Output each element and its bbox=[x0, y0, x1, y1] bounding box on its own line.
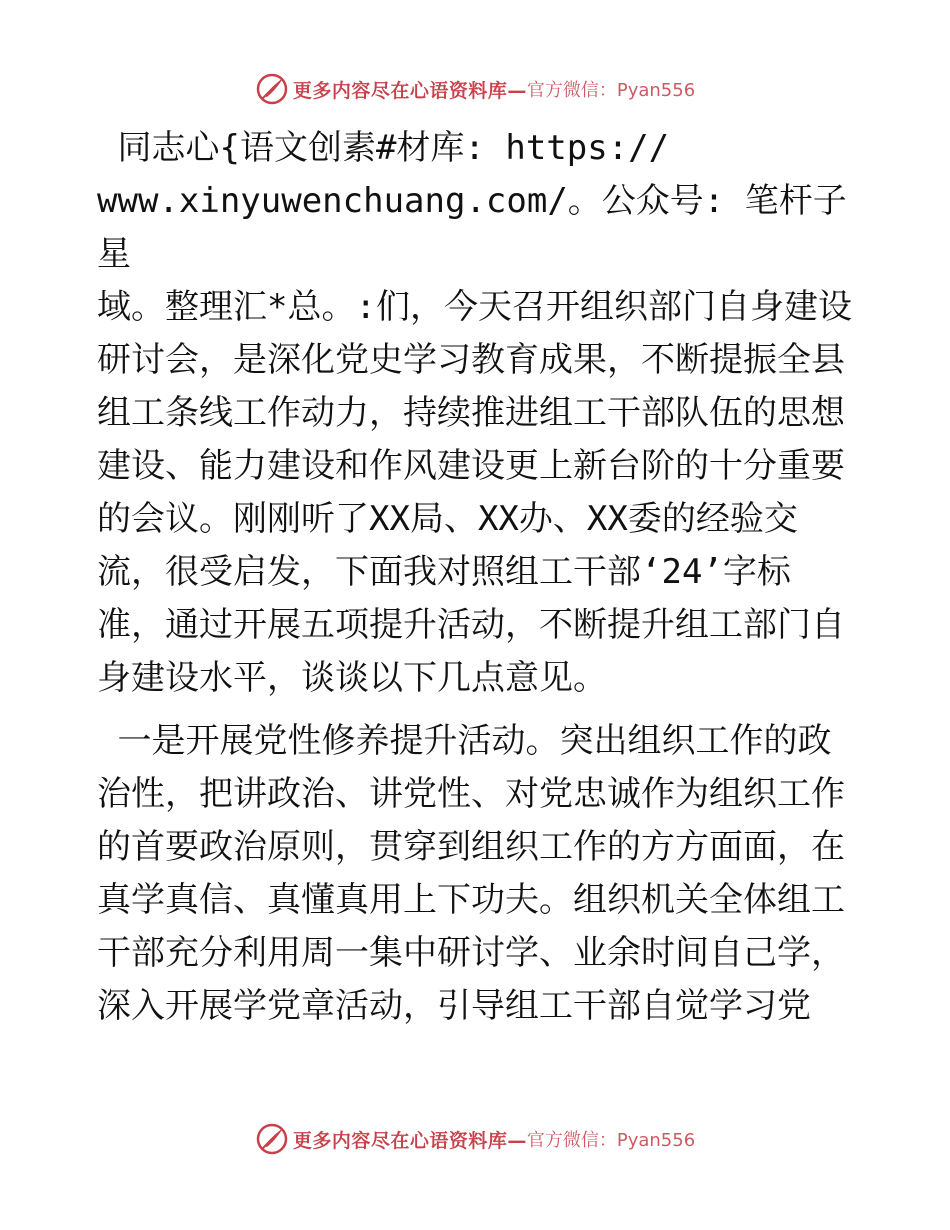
feather-pen-logo-icon bbox=[255, 1122, 289, 1156]
header-banner bbox=[0, 72, 950, 106]
footer-banner bbox=[0, 1122, 950, 1156]
paragraph-point-one: 一是开展党性修养提升活动。突出组织工作的政 治性，把讲政治、讲党性、对党忠诚作为组织工作 的首要政治原则，贯穿到组织工作的方方面面，在 真学真信、真懂真用上下功夫。组织机关全体组工 干部充分利用周一集中研讨学、业余时间自己学， 深入开展学党章活动，引导组工干部自觉学习党 bbox=[97, 721, 845, 1026]
footer-main-text: 更多内容尽在心语资料库— bbox=[292, 1129, 527, 1152]
document-body bbox=[97, 122, 857, 1033]
feather-pen-logo-icon bbox=[255, 72, 289, 106]
banner-wechat-text: 官方微信：Pyan556 bbox=[526, 80, 696, 101]
banner-main-text: 更多内容尽在心语资料库— bbox=[292, 79, 527, 102]
paragraph-intro: 同志心{语文创素#材库: https:// www.xinyuwenchuang.com/。公众号: 笔杆子星 域。整理汇*总。:们，今天召开组织部门自身建设 研讨会，是深化党史学习教育成果，不断提振全县 组工条线工作动力，持续推进组工干部队伍的思想 建设、能力建设和作风建设更上新台阶的十分重要 的会议。刚刚听了XX局、XX办、XX委的经验交 流，很受启发，下面我对照组工干部‘24’字标 准，通过开展五项提升活动，不断提升组工部门自 身建设水平，谈谈以下几点意见。 bbox=[97, 128, 852, 698]
footer-wechat-text: 官方微信：Pyan556 bbox=[526, 1130, 696, 1151]
